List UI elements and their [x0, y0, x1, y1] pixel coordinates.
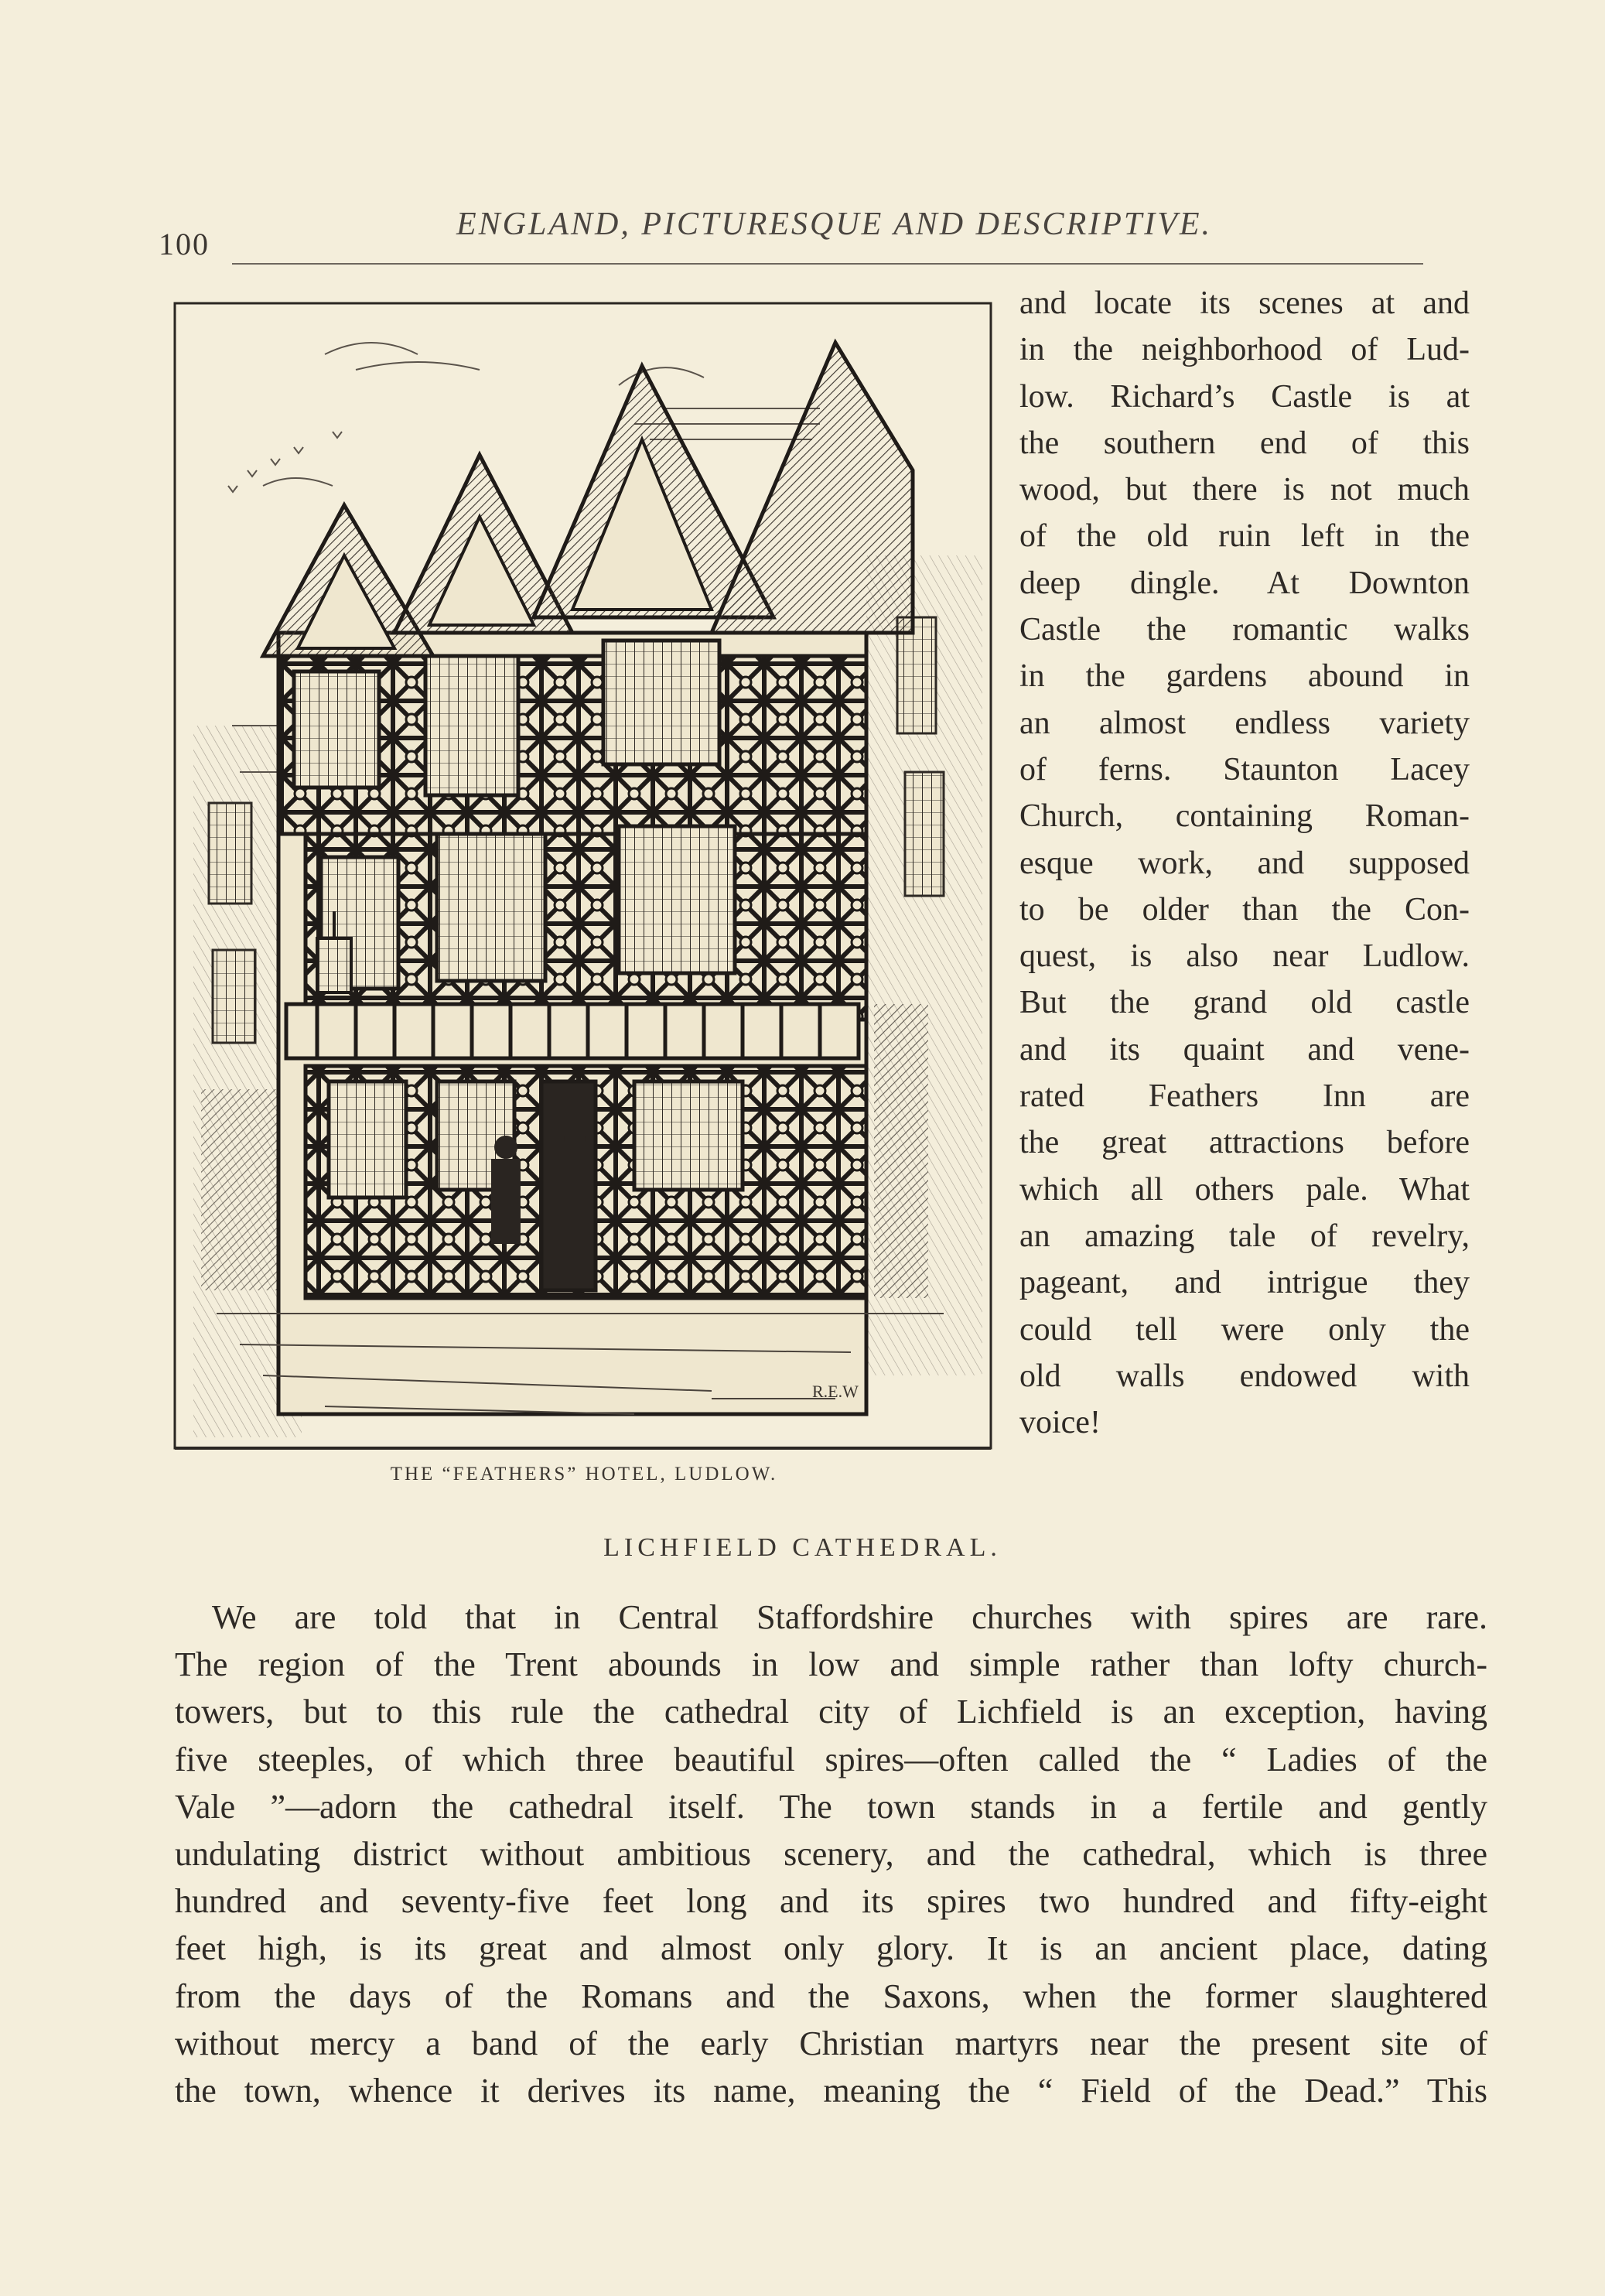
- text-line: without mercy a band of the early Christian martyrs near the present site of: [175, 2024, 1487, 2062]
- text-line: feet high, is its great and almost only glory. It is an ancient place, dating: [175, 1929, 1487, 1968]
- text-line: Church, containing Roman-: [1019, 798, 1470, 835]
- text-line: the southern end of this: [1019, 425, 1470, 461]
- feathers-hotel-illustration: [170, 292, 998, 1457]
- text-line: towers, but to this rule the cathedral city of Lichfield is an exception, having: [175, 1693, 1487, 1731]
- text-line: deep dingle. At Downton: [1019, 565, 1470, 601]
- text-line: Vale ”—adorn the cathedral itself. The town stands in a fertile and gently: [175, 1787, 1487, 1826]
- text-line: the great attractions before: [1019, 1125, 1470, 1161]
- text-line: in the gardens abound in: [1019, 658, 1470, 695]
- engraver-signature: R.E.W: [812, 1382, 859, 1401]
- text-line: pageant, and intrigue they: [1019, 1265, 1470, 1301]
- side-column-text: [1019, 280, 1470, 1446]
- text-line: rated Feathers Inn are: [1019, 1078, 1470, 1115]
- text-line: voice!: [1019, 1405, 1101, 1441]
- text-line: quest, is also near Ludlow.: [1019, 938, 1470, 975]
- running-title: ENGLAND, PICTURESQUE AND DESCRIPTIVE.: [456, 207, 1213, 242]
- text-line: Castle the romantic walks: [1019, 612, 1470, 648]
- section-body: [175, 1594, 1487, 2114]
- text-line: an amazing tale of revelry,: [1019, 1218, 1470, 1254]
- text-line: wood, but there is not much: [1019, 472, 1470, 508]
- illustration-caption: THE “FEATHERS” HOTEL, LUDLOW.: [390, 1464, 778, 1485]
- text-line: to be older than the Con-: [1019, 891, 1470, 928]
- text-line: and locate its scenes at and: [1019, 285, 1470, 321]
- text-line: of ferns. Staunton Lacey: [1019, 751, 1470, 788]
- text-line: hundred and seventy-five feet long and its spires two hundred and fifty-eight: [175, 1882, 1487, 1921]
- text-line: and its quaint and vene-: [1019, 1031, 1470, 1068]
- text-line: We are told that in Central Staffordshire churches with spires are rare.: [212, 1598, 1487, 1636]
- text-line: the town, whence it derives its name, meaning the “ Field of the Dead.” This: [175, 2072, 1487, 2110]
- text-line: which all others pale. What: [1019, 1171, 1470, 1208]
- text-line: in the neighborhood of Lud-: [1019, 332, 1470, 368]
- text-line: esque work, and supposed: [1019, 845, 1470, 881]
- text-line: old walls endowed with: [1019, 1358, 1470, 1394]
- text-line: But the grand old castle: [1019, 985, 1470, 1021]
- header-rule: [232, 263, 1423, 265]
- text-line: of the old ruin left in the: [1019, 518, 1470, 555]
- text-line: could tell were only the: [1019, 1311, 1470, 1348]
- text-line: undulating district without ambitious scenery, and the cathedral, which is three: [175, 1835, 1487, 1874]
- timber-framed-inn-engraving-icon: [170, 292, 998, 1457]
- text-line: five steeples, of which three beautiful spires—often called the “ Ladies of the: [175, 1740, 1487, 1778]
- text-line: low. Richard’s Castle is at: [1019, 378, 1470, 415]
- section-title: LICHFIELD CATHEDRAL.: [603, 1533, 1002, 1562]
- text-line: an almost endless variety: [1019, 705, 1470, 741]
- page-number: 100: [159, 227, 210, 261]
- text-line: The region of the Trent abounds in low and simple rather than lofty church-: [175, 1645, 1487, 1684]
- text-line: from the days of the Romans and the Saxons, when the former slaughtered: [175, 1977, 1487, 2015]
